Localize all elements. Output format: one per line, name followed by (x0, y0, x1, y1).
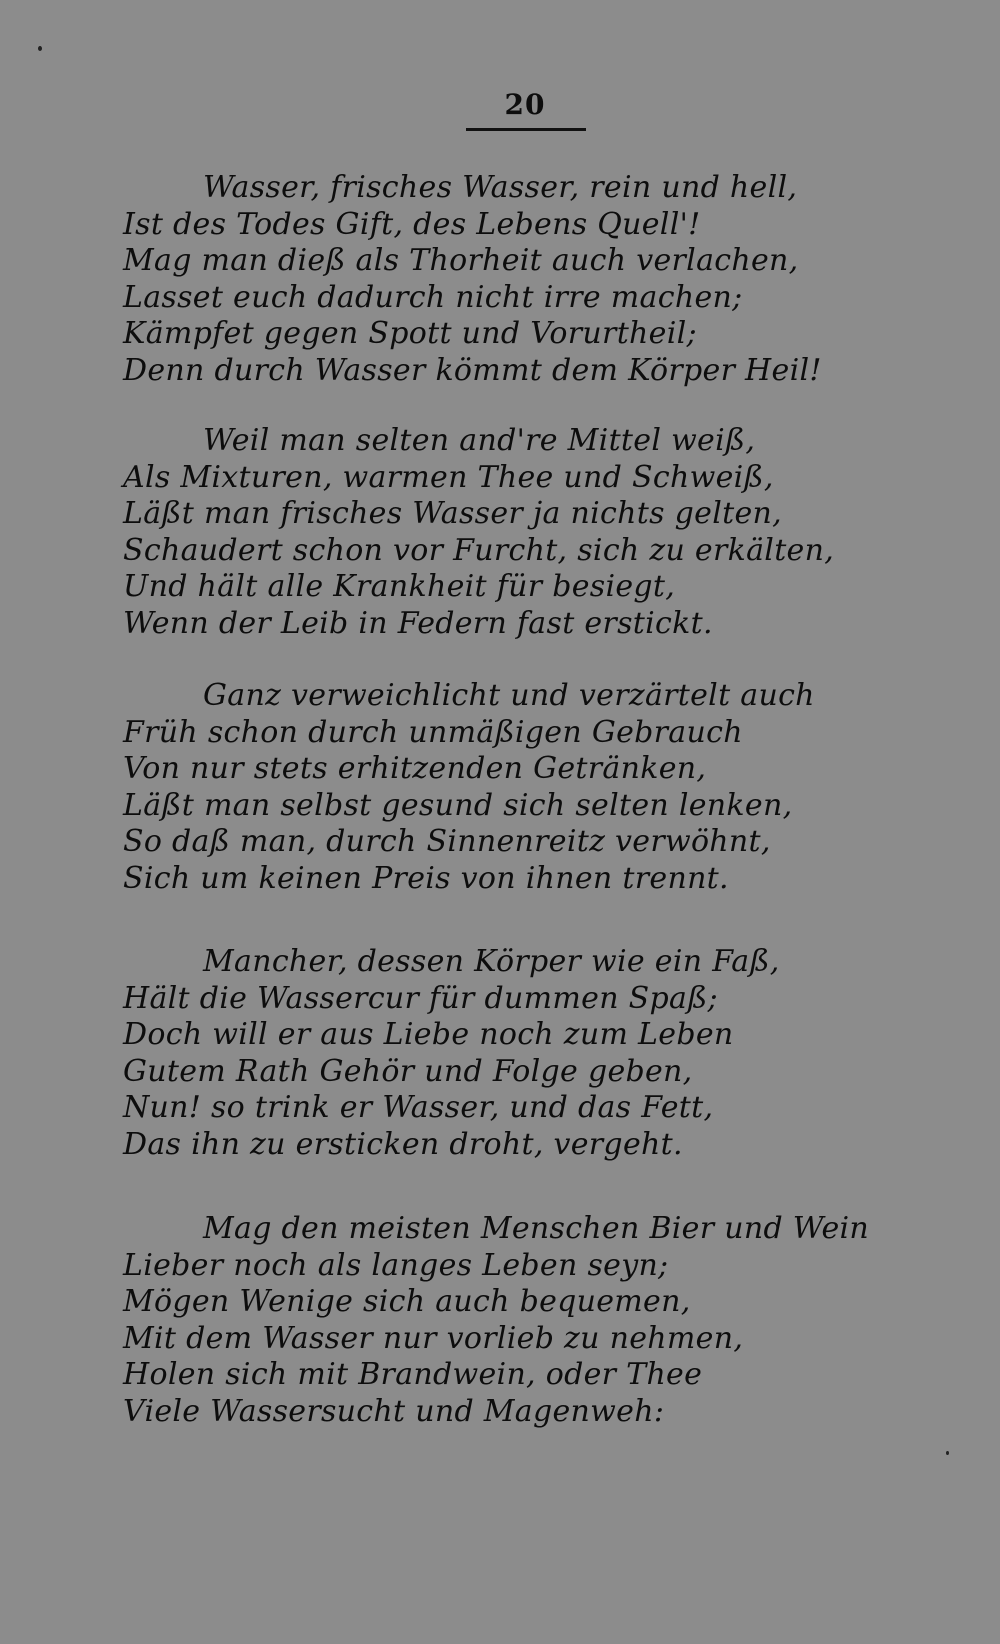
verse-line: Läßt man selbst gesund sich selten lenken, (123, 787, 793, 823)
verse-line: Weil man selten and're Mittel weiß, (203, 423, 756, 458)
verse-line: Mag den meisten Menschen Bier und Wein (203, 1211, 870, 1246)
verse-line: Kämpfet gegen Spott und Vorurtheil; (123, 316, 697, 351)
verse-line: Läßt man frisches Wasser ja nichts gelten, (123, 496, 782, 531)
verse-line: Lasset euch dadurch nicht irre machen; (123, 279, 743, 315)
verse-line: Ist des Todes Gift, des Lebens Quell'! (123, 206, 701, 242)
stanza-5 (123, 1211, 870, 1430)
verse-line: Das ihn zu ersticken droht, vergeht. (123, 1126, 683, 1162)
stanza-2 (123, 423, 835, 642)
page-number-rule (466, 128, 586, 131)
verse-line: Früh schon durch unmäßigen Gebrauch (123, 714, 743, 750)
verse-line: Von nur stets erhitzenden Getränken, (123, 751, 707, 786)
page-number: 20 (504, 88, 546, 121)
verse-line: Schaudert schon vor Furcht, sich zu erkälten, (123, 532, 835, 568)
verse-line: Wenn der Leib in Federn fast erstickt. (123, 605, 713, 641)
verse-line: Gutem Rath Gehör und Folge geben, (123, 1053, 693, 1089)
verse-line: Ganz verweichlicht und verzärtelt auch (203, 678, 815, 713)
stanza-4 (123, 944, 823, 1163)
paper-speck (946, 1451, 949, 1455)
verse-line: Denn durch Wasser kömmt dem Körper Heil! (123, 352, 822, 388)
verse-line: Wasser, frisches Wasser, rein und hell, (203, 170, 798, 205)
stanza-3 (123, 678, 823, 897)
verse-line: Holen sich mit Brandwein, oder Thee (123, 1357, 703, 1392)
verse-line: Lieber noch als langes Leben seyn; (123, 1247, 669, 1283)
verse-line: Nun! so trink er Wasser, und das Fett, (123, 1090, 714, 1125)
verse-line: Hält die Wassercur für dummen Spaß; (123, 980, 718, 1016)
verse-line: Sich um keinen Preis von ihnen trennt. (123, 860, 729, 896)
stanza-1 (123, 170, 823, 389)
paper-speck (38, 46, 42, 51)
verse-line: Mag man dieß als Thorheit auch verlachen, (123, 243, 799, 278)
verse-line: Viele Wassersucht und Magenweh: (123, 1393, 665, 1429)
verse-line: Mancher, dessen Körper wie ein Faß, (203, 944, 780, 979)
verse-line: Mit dem Wasser nur vorlieb zu nehmen, (123, 1320, 744, 1356)
verse-line: Und hält alle Krankheit für besiegt, (123, 569, 676, 604)
verse-line: Als Mixturen, warmen Thee und Schweiß, (123, 459, 774, 495)
verse-line: Doch will er aus Liebe noch zum Leben (123, 1017, 734, 1052)
verse-line: Mögen Wenige sich auch bequemen, (123, 1284, 691, 1319)
verse-line: So daß man, durch Sinnenreitz verwöhnt, (123, 824, 771, 859)
